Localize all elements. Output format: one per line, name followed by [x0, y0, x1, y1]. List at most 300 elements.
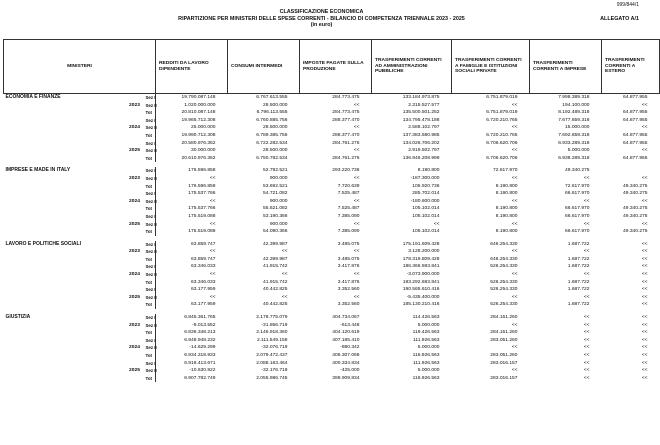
value-cell: -880.342	[340, 345, 360, 351]
table-row	[4, 94, 660, 102]
value-cell: 183.292.693.841	[402, 279, 440, 285]
col-header-consumi: CONSUMI INTERMEDI	[228, 40, 300, 94]
value-cell: 1.687.722	[567, 279, 590, 285]
section-label: Sez I	[145, 360, 156, 366]
value-cell: <<	[156, 271, 228, 279]
section-label: Sez II	[145, 294, 157, 300]
year-cell	[124, 183, 146, 191]
value-cell: <<	[583, 353, 590, 358]
ministry-name	[4, 322, 124, 330]
value-cell: 7.525.487	[337, 206, 360, 212]
value-cell: <<	[583, 322, 590, 328]
value-cell: <<	[353, 198, 360, 204]
table-row	[4, 117, 660, 125]
ministry-name	[4, 337, 124, 345]
document-reference: 999/844/1	[616, 2, 639, 8]
value-cell: <<	[641, 249, 648, 255]
value-cell: <<	[641, 353, 648, 358]
value-cell: 72.617.970	[493, 168, 518, 174]
value-cell: <<	[641, 330, 648, 336]
value-cell: 134.026.706.202	[402, 140, 440, 146]
year-cell: 2025	[129, 368, 140, 374]
value-cell: 283.016.157	[490, 375, 518, 381]
value-cell: 7.692.659.318	[558, 132, 590, 138]
value-cell: 49.340.275	[565, 168, 590, 174]
value-cell: 1.687.722	[567, 264, 590, 270]
value-cell: <<	[353, 294, 360, 300]
section-label: Sez II	[145, 125, 157, 131]
value-cell: 178.319.809.428	[402, 256, 440, 262]
year-cell	[124, 329, 146, 337]
value-cell: 64.877.955	[623, 140, 648, 146]
year-cell	[124, 286, 146, 294]
value-cell: 175.537.766	[156, 190, 228, 198]
section-label: Sez II	[145, 102, 157, 108]
value-cell: 284.773.475	[332, 95, 360, 100]
value-cell: 114.426.563	[412, 315, 440, 321]
value-cell: 63.859.747	[156, 256, 228, 264]
header-row	[4, 40, 660, 94]
value-cell: 186.366.593.841	[402, 264, 440, 270]
value-cell: -5.435.400.000	[406, 294, 440, 300]
value-cell: 28.500.000	[263, 102, 288, 108]
col-header-trasf-imprese: TRASFERIMENTI CORRENTI A IMPRESE	[530, 40, 602, 94]
value-cell: 6.767.613.555	[256, 95, 288, 100]
value-cell: 8.192.489.318	[558, 110, 590, 116]
ministry-name	[4, 140, 124, 148]
value-cell: 2.315.527.577	[408, 102, 440, 108]
section-label: Tot	[145, 256, 152, 262]
value-cell: <<	[511, 368, 518, 374]
value-cell: 64.877.955	[623, 110, 648, 116]
ministry-name	[4, 286, 124, 294]
section-label: Sez II	[145, 175, 157, 181]
section-label: Sez I	[145, 337, 156, 343]
year-cell: 2023	[129, 249, 140, 255]
value-cell: 7.998.389.318	[558, 95, 590, 100]
ministry-name: GIUSTIZIA	[5, 314, 31, 321]
value-cell: 283.051.260	[490, 353, 518, 358]
table-row	[4, 205, 660, 213]
value-cell: 399.909.834	[332, 375, 360, 381]
value-cell: 3.417.876	[337, 279, 360, 285]
table-row	[4, 167, 660, 175]
ministry-name: ECONOMIA E FINANZE	[5, 94, 61, 100]
value-cell: 66.617.970	[565, 213, 590, 219]
value-cell: 137.383.580.985	[402, 132, 440, 138]
table-row	[4, 102, 660, 110]
value-cell: 646.254.330	[490, 241, 518, 247]
value-cell: 41.915.742	[263, 264, 288, 270]
value-cell: 8.190.800	[495, 206, 518, 212]
table-row	[4, 360, 660, 368]
value-cell: 119.426.563	[412, 330, 440, 336]
section-label: Sez I	[145, 287, 156, 293]
table-row	[4, 248, 660, 256]
value-cell: 49.340.275	[623, 191, 648, 197]
value-cell: 105.920.736	[412, 183, 440, 189]
year-cell: 2025	[129, 294, 140, 300]
table-row	[4, 286, 660, 294]
value-cell: 105.102.014	[412, 213, 440, 219]
value-cell: 8.190.800	[495, 229, 518, 235]
value-cell: 1.687.722	[567, 302, 590, 308]
value-cell: <<	[511, 322, 518, 328]
table-row	[4, 337, 660, 345]
table-row	[4, 175, 660, 183]
value-cell: -31.856.719	[261, 322, 288, 328]
value-cell: 2.079.472.437	[256, 353, 288, 358]
ministry-name	[4, 132, 124, 140]
value-cell: 134.795.478.188	[402, 117, 440, 123]
value-cell: 5.000.000	[417, 368, 440, 374]
section-label: Sez II	[145, 272, 157, 278]
value-cell: 526.254.330	[490, 279, 518, 285]
value-cell: 53.190.366	[263, 213, 288, 219]
value-cell: 8.190.800	[495, 191, 518, 197]
value-cell: 49.340.275	[623, 183, 648, 189]
section-label: Sez I	[145, 168, 156, 174]
value-cell: 7.720.639	[337, 183, 360, 189]
section-label: Tot	[145, 353, 152, 358]
value-cell: <<	[511, 125, 518, 131]
section-label: Tot	[145, 183, 152, 189]
value-cell: <<	[511, 102, 518, 108]
col-header-trasf-pa: TRASFERIMENTI CORRENTI AD AMMINISTRAZIONI PUBBLICHE	[372, 40, 452, 94]
ministry-name	[4, 175, 124, 183]
table-row	[4, 109, 660, 117]
table-row	[4, 221, 660, 229]
value-cell: 6.750.782.534	[256, 155, 288, 161]
value-cell: <<	[583, 345, 590, 351]
value-cell: 72.617.970	[565, 183, 590, 189]
value-cell: <<	[641, 241, 648, 247]
value-cell: 404.120.619	[332, 330, 360, 336]
table-row	[4, 352, 660, 360]
table-row	[4, 263, 660, 271]
value-cell: 2.088.163.464	[256, 360, 288, 366]
value-cell: <<	[641, 302, 648, 308]
ministry-name: LAVORO E POLITICHE SOCIALI	[5, 240, 81, 247]
value-cell: 116.926.563	[412, 353, 440, 358]
col-header-trasf-estero: TRASFERIMENTI CORRENTI A ESTERO	[602, 40, 660, 94]
ministry-name	[4, 375, 124, 383]
section-label: Sez I	[145, 264, 156, 270]
value-cell: 42.399.987	[263, 256, 288, 262]
section-label: Tot	[145, 279, 152, 285]
value-cell: <<	[641, 322, 648, 328]
ministry-name	[4, 294, 124, 302]
value-cell: <<	[353, 175, 360, 181]
year-cell	[124, 155, 146, 163]
value-cell: <<	[156, 221, 228, 229]
value-cell: 54.721.082	[263, 191, 288, 197]
value-cell: 176.596.858	[156, 167, 228, 175]
value-cell: <<	[583, 221, 590, 227]
ministry-name	[4, 183, 124, 191]
value-cell: <<	[511, 175, 518, 181]
ministry-name	[4, 263, 124, 271]
year-cell: 2024	[129, 198, 140, 204]
value-cell: 284.151.260	[490, 315, 518, 321]
value-cell: 52.792.521	[263, 168, 288, 174]
table-row	[4, 190, 660, 198]
value-cell: <<	[511, 272, 518, 278]
value-cell: 40.442.825	[263, 302, 288, 308]
col-header-imposte: IMPOSTE PAGATE SULLA PRODUZIONE	[300, 40, 372, 94]
value-cell: <<	[433, 221, 440, 227]
value-cell: <<	[641, 375, 648, 381]
value-cell: 6.720.210.765	[486, 132, 518, 138]
value-cell: -180.600.000	[410, 198, 440, 204]
ministry-name	[4, 279, 124, 287]
year-cell: 2025	[129, 148, 140, 154]
value-cell: -32.076.719	[261, 345, 288, 351]
value-cell: <<	[641, 337, 648, 343]
section-label: Sez I	[145, 140, 156, 146]
table-row	[4, 294, 660, 302]
value-cell: 2.111.549.158	[256, 337, 288, 343]
value-cell: <<	[583, 198, 590, 204]
value-cell: 288.377.470	[332, 132, 360, 138]
value-cell: -187.300.000	[410, 175, 440, 181]
col-header-ministeri: MINISTERI	[4, 40, 156, 94]
year-cell: 2023	[129, 175, 140, 181]
section-label: Sez II	[145, 198, 157, 204]
value-cell: 63.346.033	[156, 263, 228, 271]
section-label: Sez I	[145, 213, 156, 219]
value-cell: 63.346.033	[156, 279, 228, 287]
ministry-name	[4, 360, 124, 368]
value-cell: 49.340.275	[623, 206, 648, 212]
value-cell: 284.761.276	[332, 140, 360, 146]
value-cell: <<	[641, 198, 648, 204]
value-cell: 3.352.560	[337, 302, 360, 308]
value-cell: 6.751.879.019	[486, 110, 518, 116]
section-label: Sez I	[145, 191, 156, 197]
value-cell: 176.596.858	[156, 183, 228, 191]
table-row	[4, 241, 660, 249]
section-label: Sez I	[145, 241, 156, 247]
value-cell: 30.000.000	[156, 147, 228, 155]
value-cell: 6.706.620.706	[486, 140, 518, 146]
value-cell: 7.385.090	[337, 229, 360, 235]
value-cell: <<	[511, 294, 518, 300]
value-cell: <<	[583, 315, 590, 321]
section-label: Sez I	[145, 117, 156, 123]
value-cell: 526.254.330	[490, 302, 518, 308]
table-row	[4, 213, 660, 221]
value-cell: <<	[641, 102, 648, 108]
table-row	[4, 314, 660, 322]
value-cell: 64.877.955	[623, 155, 648, 161]
report-subtitle: RIPARTIZIONE PER MINISTERI DELLE SPESE CORRENTI - BILANCIO DI COMPETENZA TRIENNALE 2023 - 2025	[178, 15, 465, 22]
value-cell: 6.796.113.555	[256, 110, 288, 116]
year-cell	[124, 213, 146, 221]
ministry-name	[4, 109, 124, 117]
value-cell: 3.128.200.000	[408, 249, 440, 255]
value-cell: 63.177.959	[156, 301, 228, 309]
value-cell: 1.687.722	[567, 287, 590, 293]
table-row	[4, 329, 660, 337]
value-cell: 175.537.766	[156, 205, 228, 213]
value-cell: 6.751.879.019	[486, 95, 518, 100]
value-cell: 900.000	[269, 198, 288, 204]
value-cell: 64.877.955	[623, 95, 648, 100]
report-unit: (in euro)	[310, 22, 333, 28]
value-cell: <<	[281, 249, 288, 255]
value-cell: 15.000.000	[565, 125, 590, 131]
value-cell: 6.722.282.534	[256, 140, 288, 146]
table-row	[4, 301, 660, 309]
value-cell: 133.184.973.875	[402, 95, 440, 100]
value-cell: <<	[583, 375, 590, 381]
section-label: Sez II	[145, 249, 157, 255]
value-cell: 111.926.563	[413, 337, 440, 343]
value-cell: 5.000.000	[567, 148, 590, 154]
value-cell: 66.617.970	[565, 206, 590, 212]
section-label: Sez II	[145, 322, 157, 328]
value-cell: <<	[583, 337, 590, 343]
value-cell: <<	[353, 102, 360, 108]
value-cell: 64.877.955	[623, 132, 648, 138]
value-cell: 3.485.075	[337, 256, 360, 262]
value-cell: <<	[156, 294, 228, 302]
value-cell: 55.621.082	[263, 206, 288, 212]
ministry-name	[4, 329, 124, 337]
value-cell: 175.519.088	[156, 228, 228, 236]
value-cell: -613.448	[340, 322, 360, 328]
year-cell	[124, 314, 146, 322]
year-cell	[124, 132, 146, 140]
year-cell	[124, 263, 146, 271]
value-cell: <<	[353, 249, 360, 255]
table-row	[4, 228, 660, 236]
value-cell: 1.687.722	[567, 256, 590, 262]
year-cell: 2025	[129, 221, 140, 227]
ministry-name	[4, 344, 124, 352]
ministry-name	[4, 213, 124, 221]
value-cell: 7.677.659.318	[558, 117, 590, 123]
value-cell: 2.588.102.797	[408, 125, 440, 131]
value-cell: <<	[511, 249, 518, 255]
value-cell: 116.926.563	[412, 375, 440, 381]
value-cell: 66.617.970	[565, 229, 590, 235]
value-cell: <<	[156, 175, 228, 183]
value-cell: 19.790.087.148	[156, 94, 228, 102]
year-cell: 2023	[129, 322, 140, 328]
table-row	[4, 198, 660, 206]
table-row	[4, 183, 660, 191]
value-cell: 6.836.348.213	[156, 329, 228, 337]
value-cell: <<	[641, 287, 648, 293]
value-cell: 2.055.986.745	[256, 375, 288, 381]
value-cell: <<	[281, 272, 288, 278]
value-cell: 63.177.959	[156, 286, 228, 294]
year-cell	[124, 375, 146, 383]
ministry-name	[4, 102, 124, 110]
value-cell: 194.100.000	[562, 102, 590, 108]
value-cell: 28.500.000	[263, 148, 288, 154]
table-row	[4, 155, 660, 163]
col-header-redditi: REDDITI DA LAVORO DIPENDENTE	[156, 40, 228, 94]
ministry-name	[4, 301, 124, 309]
section-label: Sez II	[145, 368, 157, 374]
col-header-trasf-famiglie: TRASFERIMENTI CORRENTI A FAMIGLIE E ISTITUZIONI SOCIALI PRIVATE	[452, 40, 530, 94]
year-cell	[124, 241, 146, 249]
year-cell	[124, 94, 146, 102]
value-cell: 64.877.955	[623, 117, 648, 123]
value-cell: -32.176.719	[261, 368, 288, 374]
value-cell: 6.938.289.318	[558, 155, 590, 161]
value-cell: 400.334.834	[332, 360, 360, 366]
ministry-name	[4, 352, 124, 360]
year-cell	[124, 167, 146, 175]
value-cell: 406.307.068	[332, 353, 360, 358]
value-cell: 7.525.487	[337, 191, 360, 197]
section-label: Tot	[145, 229, 152, 235]
year-cell	[124, 205, 146, 213]
value-cell: 20.810.087.148	[156, 109, 228, 117]
year-cell	[124, 117, 146, 125]
value-cell: 6.948.948.232	[156, 337, 228, 345]
value-cell: 63.859.747	[156, 241, 228, 249]
ministry-name	[4, 228, 124, 236]
value-cell: <<	[583, 249, 590, 255]
value-cell: <<	[156, 248, 228, 256]
ministry-name	[4, 147, 124, 155]
value-cell: 283.051.260	[490, 337, 518, 343]
value-cell: 285.702.014	[412, 191, 440, 197]
table-row	[4, 367, 660, 375]
value-cell: 49.340.275	[623, 213, 648, 219]
value-cell: 66.617.970	[565, 191, 590, 197]
value-cell: <<	[641, 256, 648, 262]
section-label: Tot	[145, 375, 152, 381]
ministry-name	[4, 221, 124, 229]
section-label: Sez II	[145, 148, 157, 154]
value-cell: 42.399.987	[263, 241, 288, 247]
year-cell: 2024	[129, 125, 140, 131]
value-cell: <<	[583, 175, 590, 181]
year-cell	[124, 256, 146, 264]
year-cell	[124, 301, 146, 309]
value-cell: 6.934.318.933	[156, 352, 228, 360]
value-cell: <<	[641, 279, 648, 285]
ministry-name	[4, 248, 124, 256]
value-cell: -9.013.552	[156, 322, 228, 330]
section-label: Tot	[145, 330, 152, 336]
table-row	[4, 132, 660, 140]
value-cell: 6.789.385.756	[256, 132, 288, 138]
value-cell: <<	[583, 330, 590, 336]
value-cell: 105.102.014	[412, 206, 440, 212]
table-row	[4, 271, 660, 279]
value-cell: 293.220.736	[332, 168, 360, 174]
value-cell: 5.000.000	[417, 345, 440, 351]
attachment-label: ALLEGATO A/1	[600, 16, 639, 22]
value-cell: 6.706.620.706	[486, 155, 518, 161]
year-cell	[124, 228, 146, 236]
value-cell: 3.485.075	[337, 241, 360, 247]
value-cell: <<	[641, 264, 648, 270]
value-cell: 19.965.712.308	[156, 117, 228, 125]
value-cell: 2.919.502.797	[408, 148, 440, 154]
value-cell: 646.254.330	[490, 256, 518, 262]
ministry-name	[4, 124, 124, 132]
value-cell: 175.191.609.428	[402, 241, 440, 247]
value-cell: 28.500.000	[263, 125, 288, 131]
